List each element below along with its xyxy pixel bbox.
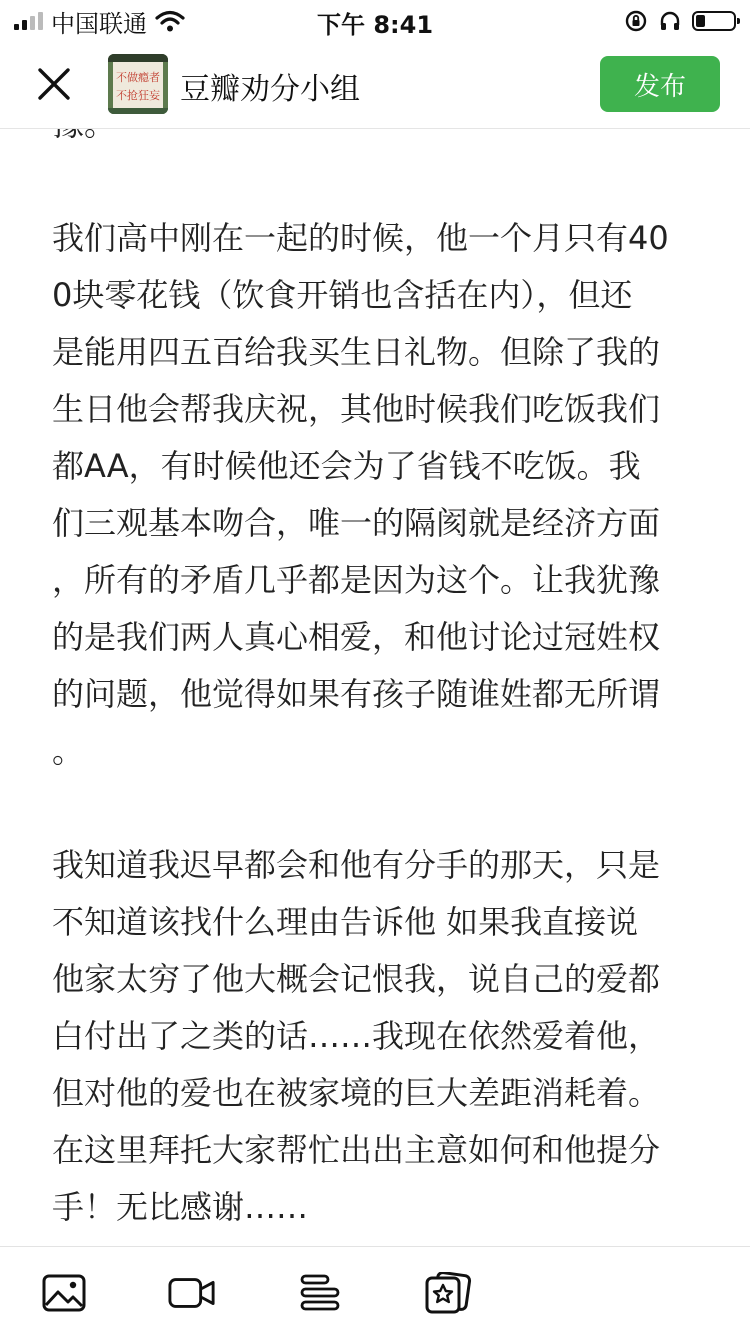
sticker-icon (424, 1272, 472, 1314)
text-line: 。 (52, 732, 85, 770)
insert-sticker-button[interactable] (424, 1271, 472, 1315)
text-line: 但对他的爱也在被家境的巨大差距消耗着。 (52, 1074, 661, 1112)
text-line: 0块零花钱（饮食开销也含括在内），但还 (52, 276, 633, 314)
nav-bar (0, 40, 750, 129)
text-format-button[interactable] (296, 1271, 344, 1315)
paragraph-gap (52, 780, 702, 837)
rotation-lock-icon (624, 9, 648, 33)
group-avatar-image (108, 54, 168, 114)
text-line: 我们高中刚在一起的时候，他一个月只有40 (52, 219, 669, 257)
headphones-icon (658, 9, 682, 33)
paragraph-gap (52, 153, 702, 210)
insert-video-button[interactable] (168, 1271, 216, 1315)
text-line: 生日他会帮我庆祝，其他时候我们吃饭我们 (52, 390, 661, 428)
svg-text:不做瘾者: 不做瘾者 (116, 71, 160, 84)
text-line: 的是我们两人真心相爱，和他讨论过冠姓权 (52, 618, 661, 656)
text-line: 不知道该找什么理由告诉他 如果我直接说 (52, 903, 639, 941)
close-button[interactable] (26, 58, 82, 110)
text-line: 的问题，他觉得如果有孩子随谁姓都无所谓 (52, 675, 661, 713)
battery-icon (692, 11, 736, 31)
post-content[interactable] (52, 96, 702, 1236)
text-line: 他家太穷了他大概会记恨我，说自己的爱都 (52, 960, 661, 998)
group-name[interactable]: 豆瓣劝分小组 (180, 72, 360, 107)
image-icon (42, 1274, 86, 1312)
text-line: 是能用四五百给我买生日礼物。但除了我的 (52, 333, 661, 371)
svg-text:不抢狂妄: 不抢狂妄 (116, 89, 160, 102)
text-line: 我知道我迟早都会和他有分手的那天，只是 (52, 846, 661, 884)
text-line: 白付出了之类的话……我现在依然爱着他， (52, 1017, 661, 1055)
group-avatar[interactable] (108, 54, 168, 114)
align-icon (298, 1273, 342, 1313)
text-line: 都AA，有时候他还会为了省钱不吃饭。我 (52, 447, 641, 485)
text-line: 手！无比感谢…… (52, 1188, 309, 1226)
carrier-name: 中国联通 (51, 9, 147, 38)
editor-toolbar (0, 1246, 750, 1335)
text-line: ，所有的矛盾几乎都是因为这个。让我犹豫 (52, 561, 661, 599)
video-icon (168, 1276, 216, 1310)
publish-button[interactable]: 发布 (600, 56, 720, 112)
status-bar (0, 0, 750, 40)
insert-image-button[interactable] (40, 1271, 88, 1315)
status-right (624, 6, 736, 36)
status-time: 下午 8:41 (316, 11, 434, 39)
text-line: 在这里拜托大家帮忙出出主意如何和他提分 (52, 1131, 661, 1169)
close-icon (37, 67, 71, 101)
text-line: 们三观基本吻合，唯一的隔阂就是经济方面 (52, 504, 661, 542)
